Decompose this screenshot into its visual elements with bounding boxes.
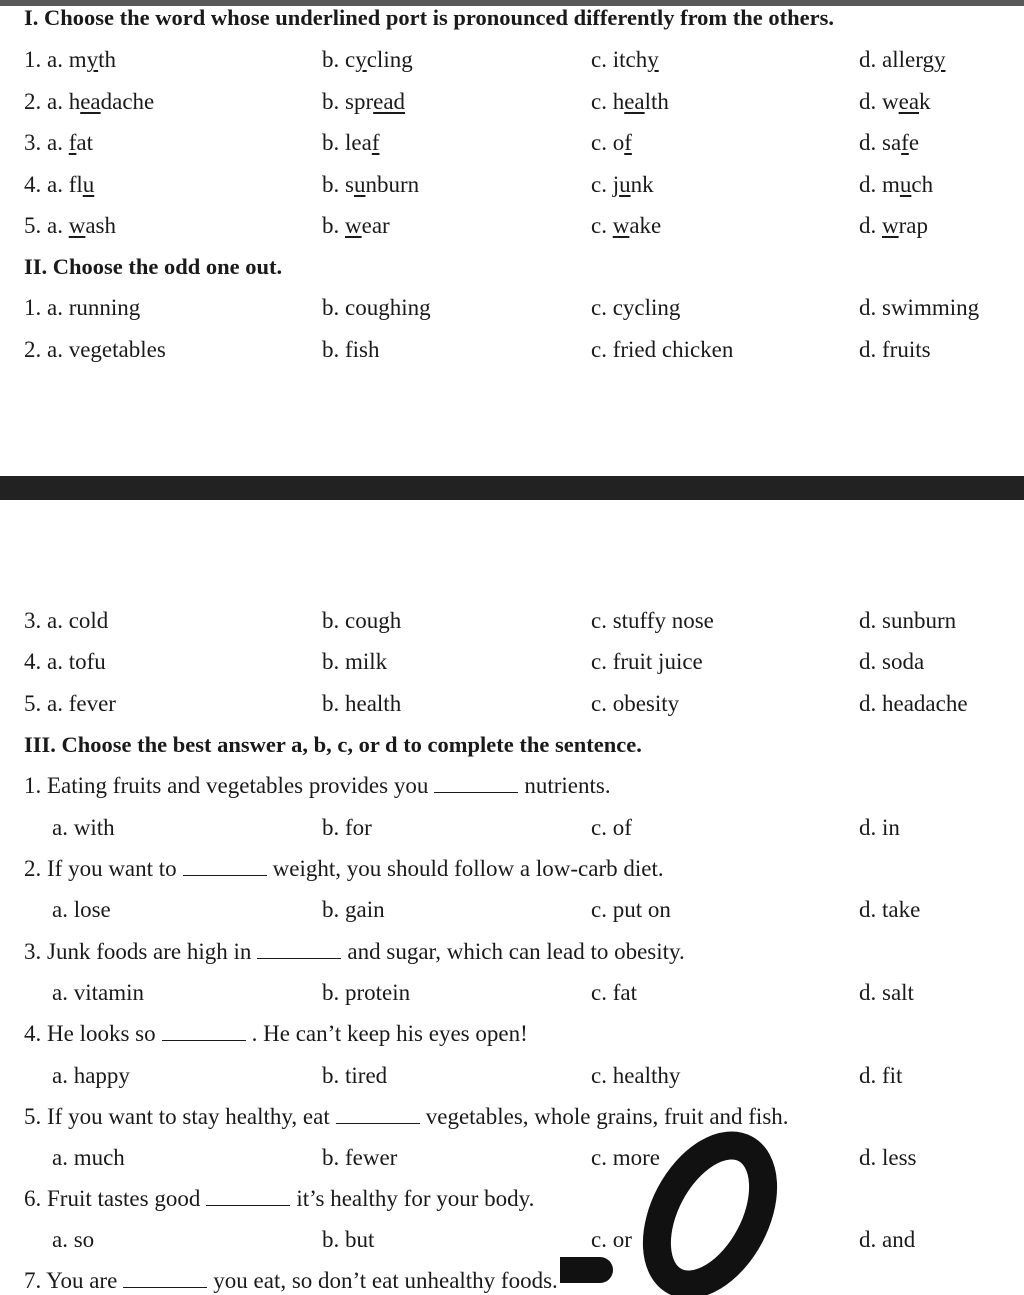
option-a bbox=[24, 646, 106, 678]
option-d bbox=[859, 44, 945, 76]
option-c bbox=[591, 334, 733, 366]
question-7 bbox=[24, 1265, 558, 1295]
underlined-part: w bbox=[68, 213, 86, 238]
option-text: a. bbox=[47, 213, 69, 238]
option-c bbox=[591, 169, 654, 201]
underlined-part: f bbox=[68, 130, 77, 155]
option-c bbox=[591, 86, 669, 118]
option-text: a. running bbox=[47, 295, 141, 320]
answer-blank bbox=[434, 772, 518, 793]
option-text-end: e bbox=[908, 130, 920, 155]
option-text: d. fruits bbox=[859, 337, 931, 362]
answer-option-a: a. happy bbox=[52, 1063, 130, 1088]
option-text: a. m bbox=[47, 47, 87, 72]
underlined-part: ea bbox=[898, 89, 920, 114]
option-b bbox=[322, 688, 401, 720]
question-text: 1. Eating fruits and vegetables provides you bbox=[24, 773, 429, 798]
option-d bbox=[859, 605, 956, 637]
question-text: 6. Fruit tastes good bbox=[24, 1186, 201, 1211]
option-text-end: nburn bbox=[365, 172, 420, 197]
option-text: a. vegetables bbox=[47, 337, 166, 362]
option-c bbox=[591, 210, 661, 242]
option-a bbox=[24, 86, 154, 118]
option-text: c. bbox=[591, 213, 613, 238]
option-text-end: at bbox=[76, 130, 93, 155]
underlined-part: ead bbox=[373, 89, 406, 114]
question-number: 5. bbox=[24, 691, 47, 716]
underlined-part: f bbox=[624, 130, 632, 155]
underlined-part: w bbox=[612, 213, 630, 238]
section-2-heading: II. Choose the odd one out. bbox=[24, 254, 283, 279]
question-number: 3. bbox=[24, 608, 47, 633]
option-text: c. stuffy nose bbox=[591, 608, 714, 633]
option-text: a. bbox=[47, 130, 69, 155]
option-a bbox=[24, 210, 116, 242]
option-b bbox=[322, 44, 413, 76]
option-b bbox=[322, 646, 387, 678]
underlined-part: u bbox=[619, 172, 631, 197]
option-b bbox=[322, 86, 405, 118]
question-text-end: and sugar, which can lead to obesity. bbox=[347, 939, 685, 964]
option-text-end: k bbox=[919, 89, 931, 114]
question-4 bbox=[24, 1018, 528, 1050]
option-text-end: nk bbox=[630, 172, 654, 197]
answer-option-d: d. in bbox=[859, 815, 900, 840]
option-d bbox=[859, 127, 919, 159]
answer-option-b: b. but bbox=[322, 1227, 375, 1252]
option-b bbox=[322, 292, 431, 324]
option-text: a. fl bbox=[47, 172, 83, 197]
answer-blank bbox=[183, 855, 267, 876]
option-b bbox=[322, 127, 379, 159]
underlined-part: y bbox=[933, 47, 946, 72]
option-text: c. cycling bbox=[591, 295, 681, 320]
option-text: d. allerg bbox=[859, 47, 934, 72]
answer-option-b: b. for bbox=[322, 815, 372, 840]
option-text-end: lth bbox=[644, 89, 669, 114]
option-d bbox=[859, 86, 931, 118]
option-text: c. fried chicken bbox=[591, 337, 734, 362]
question-1 bbox=[24, 770, 611, 802]
option-text: d. headache bbox=[859, 691, 968, 716]
underlined-part: w bbox=[345, 213, 362, 238]
option-text-end: dache bbox=[100, 89, 155, 114]
option-text: b. bbox=[322, 213, 345, 238]
option-text-end: ake bbox=[629, 213, 662, 238]
answer-option-c: c. or bbox=[591, 1227, 632, 1252]
option-d bbox=[859, 334, 931, 366]
answer-option-b: b. protein bbox=[322, 980, 411, 1005]
option-d bbox=[859, 646, 924, 678]
underlined-part: ea bbox=[624, 89, 645, 114]
underlined-part: w bbox=[882, 213, 899, 238]
ink-scribble-mark bbox=[560, 1120, 800, 1295]
question-text: 4. He looks so bbox=[24, 1021, 156, 1046]
question-text-end: . He can’t keep his eyes open! bbox=[251, 1021, 528, 1046]
answer-option-a: a. vitamin bbox=[52, 980, 144, 1005]
option-text: b. milk bbox=[322, 649, 388, 674]
option-c bbox=[591, 688, 679, 720]
question-text-end: nutrients. bbox=[524, 773, 611, 798]
question-text-end: you eat, so don’t eat unhealthy foods. bbox=[213, 1268, 558, 1293]
option-text: a. h bbox=[47, 89, 81, 114]
question-number: 4. bbox=[24, 172, 47, 197]
option-text: b. spr bbox=[322, 89, 374, 114]
option-a bbox=[24, 169, 94, 201]
option-text: a. cold bbox=[47, 608, 109, 633]
option-c bbox=[591, 127, 632, 159]
answer-option-d: d. fit bbox=[859, 1063, 903, 1088]
question-number: 4. bbox=[24, 649, 47, 674]
underlined-part: y bbox=[647, 47, 659, 72]
option-text: b. c bbox=[322, 47, 356, 72]
underlined-part: y bbox=[355, 47, 367, 72]
section-3-heading: III. Choose the best answer a, b, c, or d to complete the sentence. bbox=[24, 732, 642, 757]
answer-option-c: c. put on bbox=[591, 897, 671, 922]
option-a bbox=[24, 605, 108, 637]
answer-option-c: c. more bbox=[591, 1145, 660, 1170]
answer-option-b: b. gain bbox=[322, 897, 385, 922]
option-d bbox=[859, 292, 979, 324]
answer-option-b: b. fewer bbox=[322, 1145, 398, 1170]
option-text: d. soda bbox=[859, 649, 925, 674]
option-text: b. health bbox=[322, 691, 402, 716]
answer-blank bbox=[257, 938, 341, 959]
question-2 bbox=[24, 853, 664, 885]
option-text: c. fruit juice bbox=[591, 649, 703, 674]
question-number: 1. bbox=[24, 47, 47, 72]
option-a bbox=[24, 688, 116, 720]
page-separator-band bbox=[0, 476, 1024, 500]
option-d bbox=[859, 688, 968, 720]
answer-option-a: a. so bbox=[52, 1227, 95, 1252]
option-text: c. o bbox=[591, 130, 625, 155]
option-text-end: ch bbox=[911, 172, 934, 197]
option-c bbox=[591, 44, 659, 76]
option-a bbox=[24, 334, 166, 366]
option-text: b. s bbox=[322, 172, 354, 197]
option-text: b. cough bbox=[322, 608, 402, 633]
option-text: c. itch bbox=[591, 47, 648, 72]
option-text-end: th bbox=[98, 47, 116, 72]
option-text: c. obesity bbox=[591, 691, 680, 716]
answer-blank bbox=[162, 1020, 246, 1041]
question-text-end: vegetables, whole grains, fruit and fish. bbox=[425, 1104, 789, 1129]
option-text: d. swimming bbox=[859, 295, 980, 320]
option-b bbox=[322, 334, 380, 366]
option-a bbox=[24, 292, 140, 324]
answer-option-d: d. salt bbox=[859, 980, 914, 1005]
question-number: 5. bbox=[24, 213, 47, 238]
option-text: a. fever bbox=[47, 691, 116, 716]
question-text-end: it’s healthy for your body. bbox=[296, 1186, 535, 1211]
option-c bbox=[591, 292, 680, 324]
question-number: 2. bbox=[24, 337, 47, 362]
option-d bbox=[859, 210, 928, 242]
answer-option-d: d. take bbox=[859, 897, 921, 922]
question-number: 2. bbox=[24, 89, 47, 114]
option-text: d. w bbox=[859, 89, 899, 114]
question-text: 7. You are bbox=[24, 1268, 118, 1293]
underlined-part: u bbox=[82, 172, 95, 197]
option-text-end: ash bbox=[85, 213, 117, 238]
answer-option-c: c. fat bbox=[591, 980, 637, 1005]
option-c bbox=[591, 646, 703, 678]
underlined-part: u bbox=[353, 172, 366, 197]
option-text-end: rap bbox=[898, 213, 928, 238]
option-text: a. tofu bbox=[47, 649, 106, 674]
option-d bbox=[859, 169, 933, 201]
option-b bbox=[322, 605, 401, 637]
option-c bbox=[591, 605, 714, 637]
question-6 bbox=[24, 1183, 534, 1215]
option-a bbox=[24, 127, 93, 159]
answer-blank bbox=[123, 1267, 207, 1288]
answer-option-a: a. with bbox=[52, 815, 115, 840]
section-1-heading: I. Choose the word whose underlined port is pronounced differently from the others. bbox=[24, 5, 835, 30]
option-text: c. h bbox=[591, 89, 625, 114]
answer-option-b: b. tired bbox=[322, 1063, 388, 1088]
answer-blank bbox=[336, 1103, 420, 1124]
option-text-end: cling bbox=[366, 47, 413, 72]
underlined-part: f bbox=[371, 130, 380, 155]
option-text: b. fish bbox=[322, 337, 380, 362]
underlined-part: ea bbox=[80, 89, 101, 114]
option-text: c. j bbox=[591, 172, 620, 197]
question-number: 3. bbox=[24, 130, 47, 155]
option-text: d. sa bbox=[859, 130, 902, 155]
question-text-end: weight, you should follow a low-carb diet. bbox=[272, 856, 664, 881]
option-b bbox=[322, 210, 390, 242]
answer-blank bbox=[206, 1185, 290, 1206]
option-text-end: ear bbox=[361, 213, 390, 238]
option-text: d. m bbox=[859, 172, 900, 197]
option-text: d. bbox=[859, 213, 882, 238]
answer-option-d: d. and bbox=[859, 1227, 916, 1252]
answer-option-d: d. less bbox=[859, 1145, 917, 1170]
question-text: 5. If you want to stay healthy, eat bbox=[24, 1104, 330, 1129]
question-3 bbox=[24, 936, 685, 968]
underlined-part: u bbox=[899, 172, 912, 197]
option-text: b. coughing bbox=[322, 295, 431, 320]
option-text: d. sunburn bbox=[859, 608, 957, 633]
question-text: 2. If you want to bbox=[24, 856, 177, 881]
question-text: 3. Junk foods are high in bbox=[24, 939, 252, 964]
answer-option-c: c. of bbox=[591, 815, 632, 840]
answer-option-c: c. healthy bbox=[591, 1063, 681, 1088]
answer-option-a: a. much bbox=[52, 1145, 125, 1170]
underlined-part: y bbox=[86, 47, 99, 72]
question-number: 1. bbox=[24, 295, 47, 320]
answer-option-a: a. lose bbox=[52, 897, 111, 922]
option-text: b. lea bbox=[322, 130, 372, 155]
option-b bbox=[322, 169, 419, 201]
underlined-part: f bbox=[901, 130, 909, 155]
option-a bbox=[24, 44, 116, 76]
